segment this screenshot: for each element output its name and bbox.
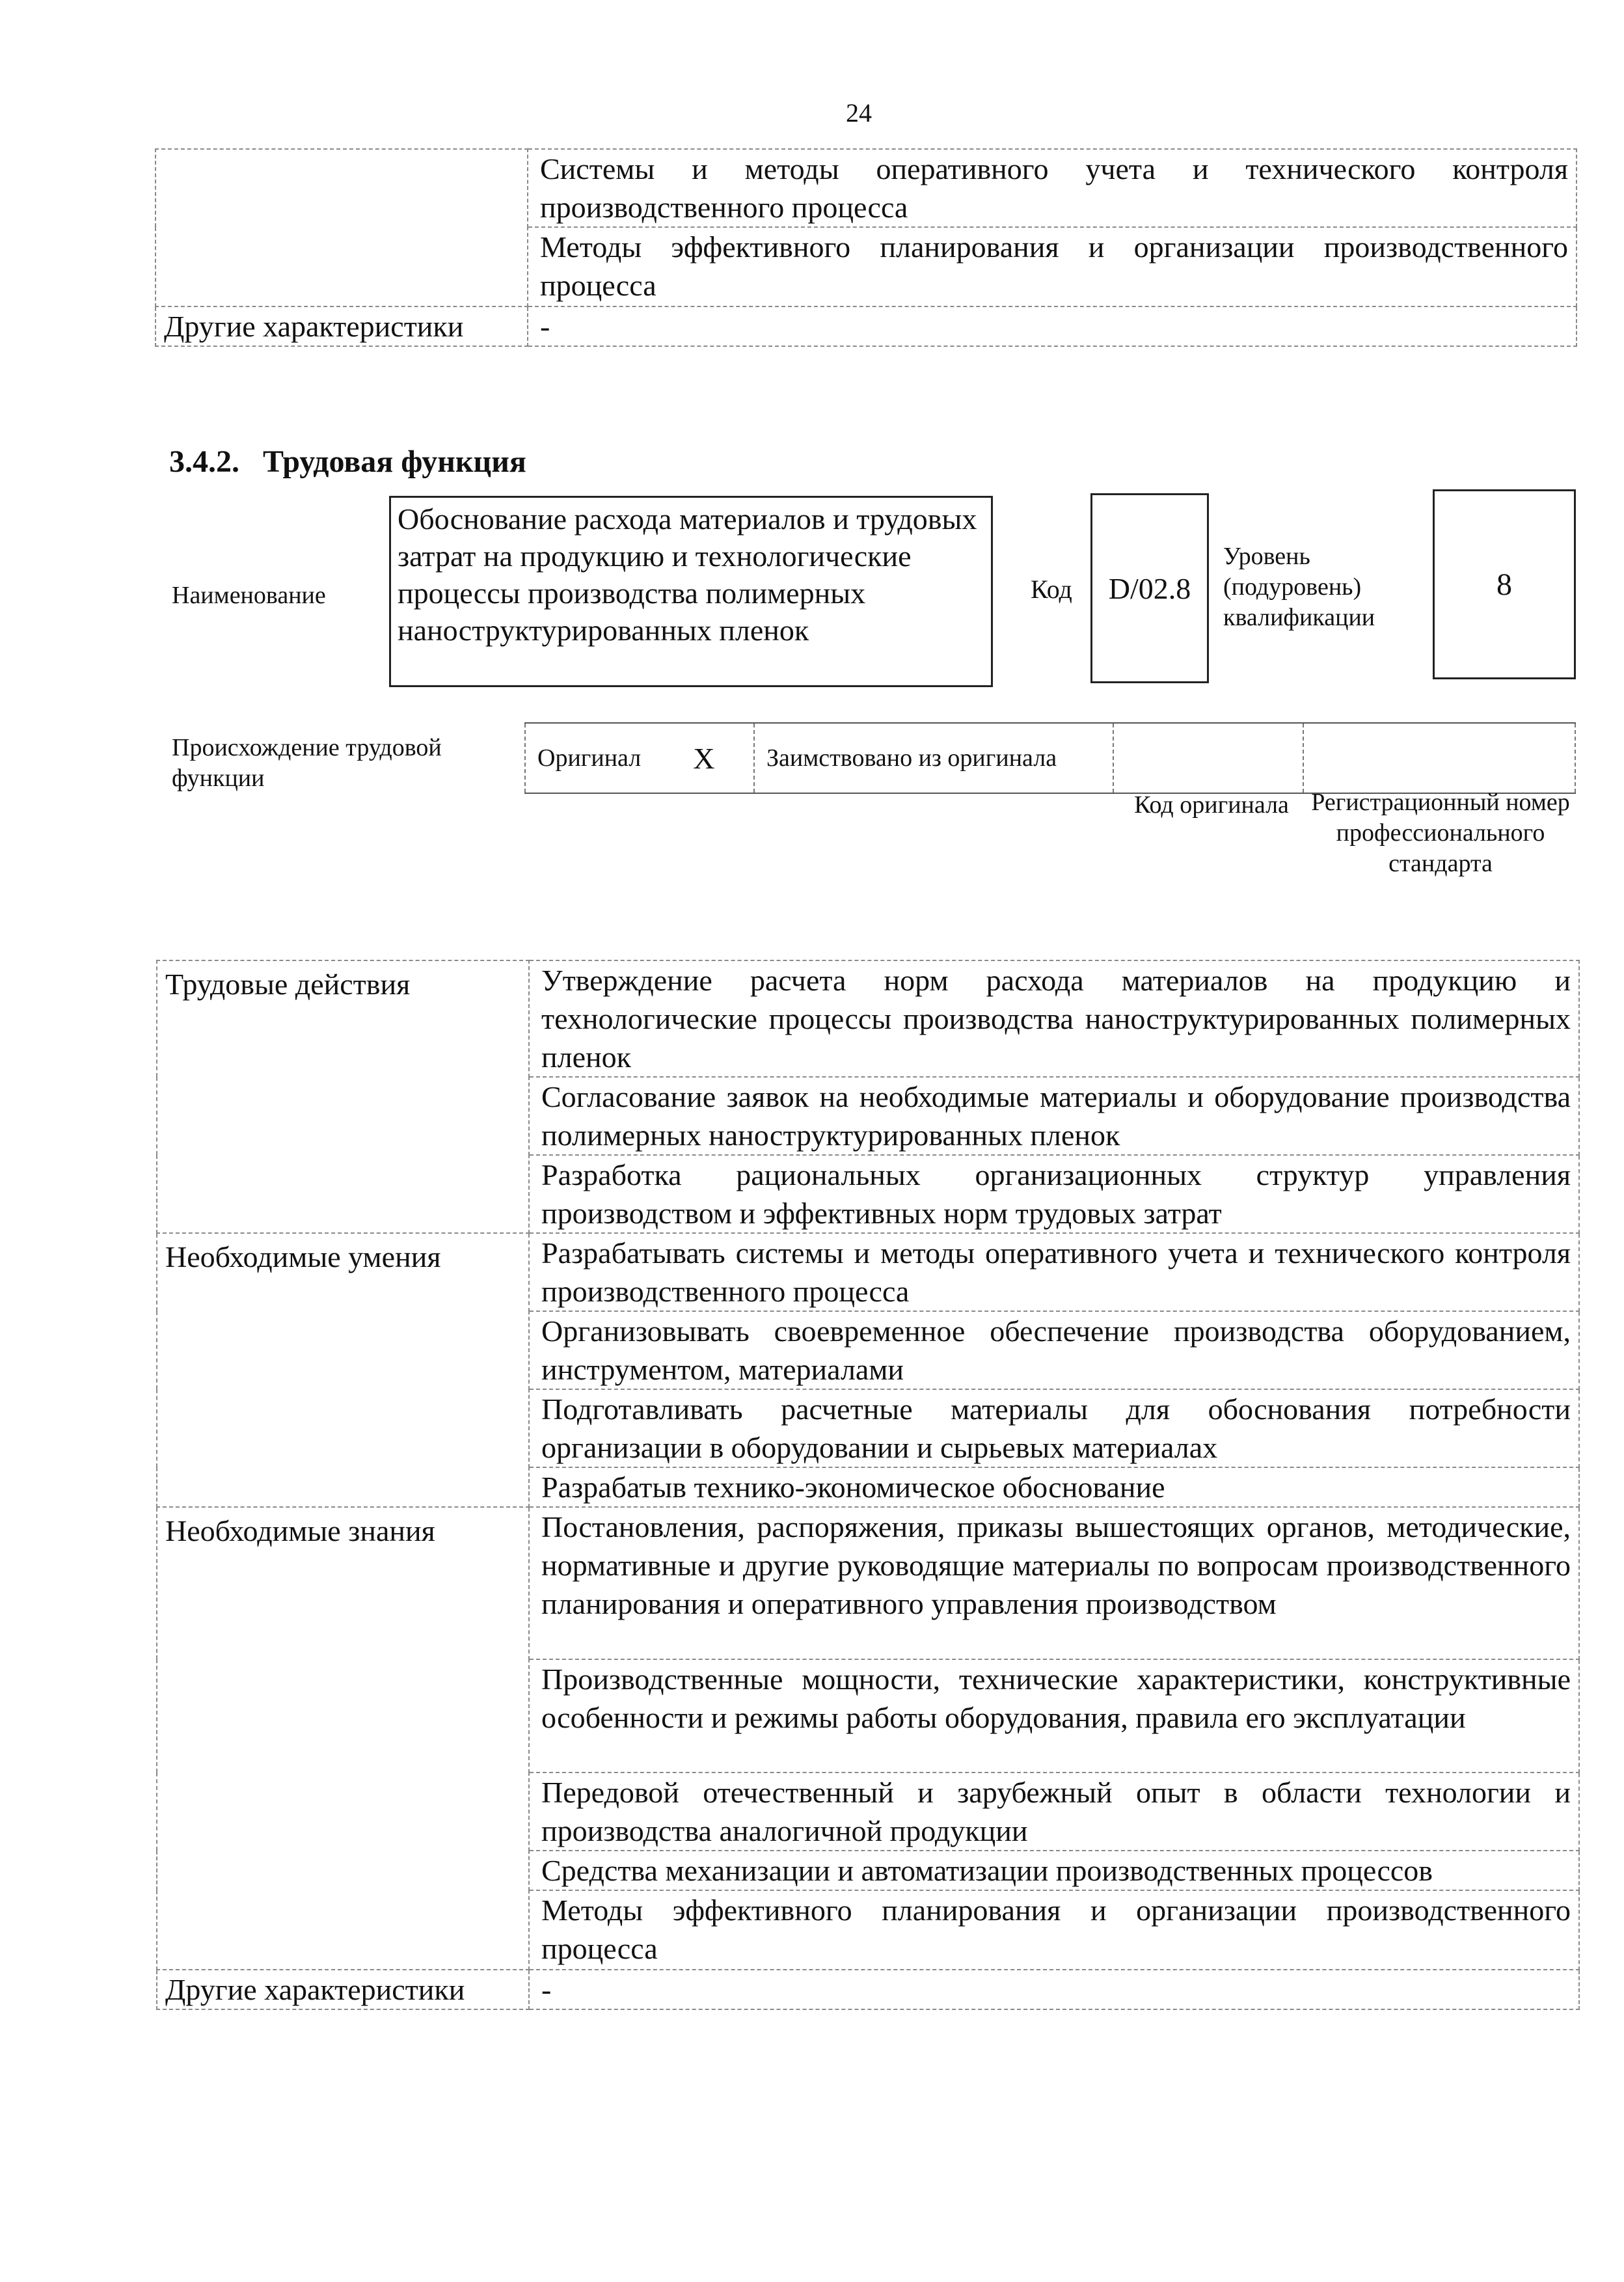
table-row — [157, 1507, 1579, 1659]
table-cell-text: Методы эффективного планирования и организации производственного процесса — [528, 227, 1577, 306]
function-name-box: Обоснование расхода материалов и трудовых затрат на продукцию и технологические процессы производства полимерных наноструктурированных пленок — [389, 496, 993, 687]
reg-number-caption: Регистрационный номер профессионального стандарта — [1311, 789, 1570, 877]
table-cell-text: Системы и методы оперативного учета и технического контроля производственного процесса — [528, 149, 1577, 227]
table-row — [156, 149, 1577, 227]
origin-row — [524, 722, 1576, 794]
code-original-caption: Код оригинала — [1134, 791, 1289, 819]
origin-borrowed-label: Заимствовано из оригинала — [766, 744, 1057, 772]
table-row — [157, 960, 1579, 1077]
origin-original-label: Оригинал — [537, 744, 642, 772]
table-cell-text: - — [528, 306, 1577, 346]
table-cell-text: Производственные мощности, технические характеристики, конструктивные особенности и режимы работы оборудования, правила его эксплуатации — [529, 1659, 1579, 1773]
origin-reg-number-cell — [1303, 724, 1576, 793]
table-cell-text: Подготавливать расчетные материалы для обоснования потребности организации в оборудовании и сырьевых материалах — [529, 1389, 1579, 1467]
table-cell-label: Необходимые умения — [157, 1233, 529, 1507]
table-cell-label: Необходимые знания — [157, 1507, 529, 1970]
table-cell-text: Передовой отечественный и зарубежный опыт в области технологии и производства аналогичной продукции — [529, 1773, 1579, 1851]
section-title: Трудовая функция — [263, 444, 526, 479]
origin-original-mark: X — [693, 741, 715, 775]
qualification-level-box: 8 — [1433, 489, 1576, 679]
table-cell-text: Утверждение расчета норм расхода материалов на продукцию и технологические процессы производства наноструктурированных полимерных пленок — [529, 960, 1579, 1077]
table-cell-text: Методы эффективного планирования и организации производственного процесса — [529, 1890, 1579, 1970]
table-cell-label: Другие характеристики — [156, 306, 528, 346]
origin-code-cell — [1113, 724, 1303, 793]
table-cell-text: Разрабатывать системы и методы оперативного учета и технического контроля производственного процесса — [529, 1233, 1579, 1311]
table-cell-text: Разработка рациональных организационных структур управления производством и эффективных норм трудовых затрат — [529, 1155, 1579, 1233]
table-cell-text: Согласование заявок на необходимые материалы и оборудование производства полимерных наноструктурированных пленок — [529, 1077, 1579, 1155]
table-cell-text: Постановления, распоряжения, приказы вышестоящих органов, методические, нормативные и другие руководящие материалы по вопросам производственного планирования и оперативного управления производством — [529, 1507, 1579, 1659]
table-cell-text: Средства механизации и автоматизации производственных процессов — [529, 1851, 1579, 1890]
section-heading — [169, 444, 526, 480]
main-table — [156, 960, 1580, 2010]
table-cell-label: Трудовые действия — [157, 960, 529, 1233]
code-label: Код — [1031, 575, 1072, 604]
table-row — [157, 1970, 1579, 2009]
name-label: Наименование — [172, 582, 326, 609]
origin-borrowed-cell — [753, 724, 1113, 793]
section-number: 3.4.2. — [169, 444, 239, 479]
origin-label: Происхождение трудовой функции — [172, 734, 442, 792]
table-cell-label: Другие характеристики — [157, 1970, 529, 2009]
table-row — [157, 1233, 1579, 1311]
origin-original-cell — [524, 724, 753, 793]
table-cell-text: - — [529, 1970, 1579, 2009]
function-code-box: D/02.8 — [1090, 493, 1209, 683]
top-table — [155, 148, 1577, 347]
table-cell-label — [156, 149, 528, 306]
table-row — [156, 306, 1577, 346]
page-number: 24 — [846, 98, 872, 128]
table-cell-text: Организовывать своевременное обеспечение производства оборудованием, инструментом, материалами — [529, 1311, 1579, 1389]
level-label: Уровень (подуровень) квалификации — [1223, 543, 1375, 631]
table-cell-text: Разрабатыв технико-экономическое обоснование — [529, 1467, 1579, 1507]
